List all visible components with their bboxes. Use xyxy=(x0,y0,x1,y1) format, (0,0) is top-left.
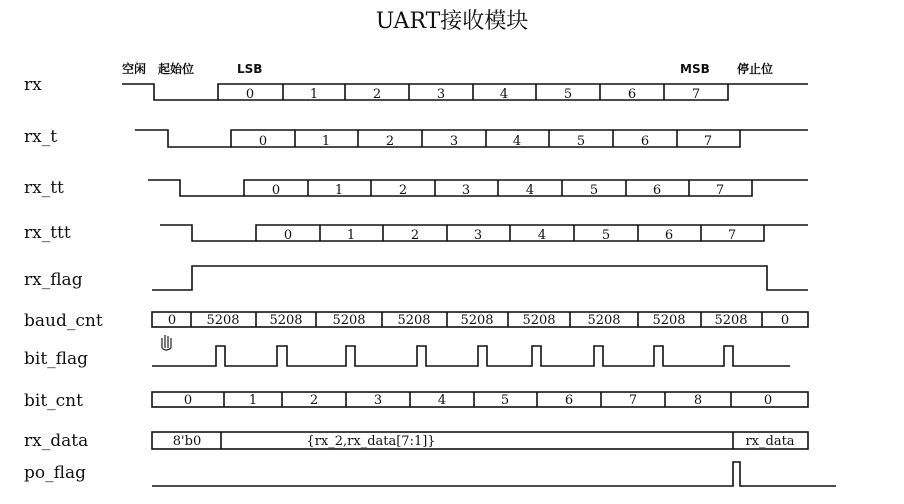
baud-cnt-value-9: 5208 xyxy=(714,313,748,328)
waveform-rx-tt xyxy=(148,180,808,198)
rx-tt-bit-7: 7 xyxy=(715,183,725,198)
baud-cnt-value-3: 5208 xyxy=(332,313,366,328)
rx-ttt-bit-5: 5 xyxy=(601,228,611,243)
hand-pointer-icon xyxy=(162,335,171,350)
baud-cnt-value-8: 5208 xyxy=(652,313,686,328)
bit-cnt-value-5: 5 xyxy=(500,393,510,408)
waveform-rx xyxy=(122,84,808,102)
rx-bit-0: 0 xyxy=(245,87,255,102)
rx-bit-6: 6 xyxy=(627,87,637,102)
bit-cnt-value-3: 3 xyxy=(373,393,383,408)
baud-cnt-value-1: 5208 xyxy=(206,313,240,328)
rx-bit-7: 7 xyxy=(691,87,701,102)
annotation-start-bit: 起始位 xyxy=(158,62,195,76)
label-bit-cnt: bit_cnt xyxy=(24,391,83,411)
rx-tt-bit-5: 5 xyxy=(589,183,599,198)
rx-bit-2: 2 xyxy=(372,87,382,102)
rx-bit-5: 5 xyxy=(563,87,573,102)
bit-cnt-value-0: 0 xyxy=(183,393,193,408)
waveform-po-flag xyxy=(152,462,836,486)
waveform-rx-flag xyxy=(152,266,808,290)
bit-cnt-value-4: 4 xyxy=(437,393,447,408)
waveform-rx-t xyxy=(135,130,808,149)
label-rx-data: rx_data xyxy=(24,431,89,451)
bit-cnt-value-2: 2 xyxy=(309,393,319,408)
rx-t-bit-1: 1 xyxy=(321,134,331,149)
label-po-flag: po_flag xyxy=(24,463,86,483)
rx-ttt-bit-2: 2 xyxy=(410,228,420,243)
rx-t-bit-6: 6 xyxy=(640,134,650,149)
rx-tt-bit-0: 0 xyxy=(271,183,281,198)
bit-cnt-value-1: 1 xyxy=(248,393,258,408)
label-bit-flag: bit_flag xyxy=(24,349,89,369)
rx-t-bit-2: 2 xyxy=(385,134,395,149)
bit-cnt-value-9: 0 xyxy=(763,393,773,408)
label-baud-cnt: baud_cnt xyxy=(24,311,103,331)
diagram-title: UART接收模块 xyxy=(375,9,529,34)
rx-bit-3: 3 xyxy=(436,87,446,102)
waveform-bit-flag xyxy=(152,346,790,366)
baud-cnt-value-10: 0 xyxy=(780,313,790,328)
rx-tt-bit-1: 1 xyxy=(334,183,344,198)
rx-bit-1: 1 xyxy=(309,87,319,102)
baud-cnt-value-2: 5208 xyxy=(269,313,303,328)
rx-ttt-bit-6: 6 xyxy=(664,228,674,243)
label-rx: rx xyxy=(24,75,42,95)
rx-ttt-bit-1: 1 xyxy=(346,228,356,243)
annotation-stop-bit: 停止位 xyxy=(737,62,774,76)
baud-cnt-value-0: 0 xyxy=(167,313,177,328)
label-rx-t: rx_t xyxy=(24,127,58,147)
rx-bit-4: 4 xyxy=(499,87,509,102)
label-rx-tt: rx_tt xyxy=(24,178,64,198)
rx-data-value-2: rx_data xyxy=(745,434,795,449)
label-rx-flag: rx_flag xyxy=(24,270,83,290)
bus-baud-cnt xyxy=(152,312,808,328)
bit-cnt-value-8: 8 xyxy=(693,393,703,408)
rx-ttt-bit-7: 7 xyxy=(727,228,737,243)
rx-tt-bit-6: 6 xyxy=(652,183,662,198)
rx-data-value-0: 8'b0 xyxy=(172,434,202,449)
annotation-idle: 空闲 xyxy=(122,62,147,76)
rx-ttt-bit-3: 3 xyxy=(473,228,483,243)
baud-cnt-value-5: 5208 xyxy=(460,313,494,328)
bus-bit-cnt xyxy=(152,392,808,408)
bus-rx-data xyxy=(152,432,808,449)
rx-t-bit-7: 7 xyxy=(703,134,713,149)
baud-cnt-value-6: 5208 xyxy=(522,313,556,328)
rx-ttt-bit-0: 0 xyxy=(283,228,293,243)
annotation-msb: MSB xyxy=(680,62,710,76)
rx-tt-bit-3: 3 xyxy=(461,183,471,198)
waveform-rx-ttt xyxy=(160,225,808,243)
label-rx-ttt: rx_ttt xyxy=(24,223,71,243)
baud-cnt-value-7: 5208 xyxy=(587,313,621,328)
rx-tt-bit-2: 2 xyxy=(398,183,408,198)
rx-ttt-bit-4: 4 xyxy=(537,228,547,243)
rx-t-bit-4: 4 xyxy=(512,134,522,149)
rx-t-bit-0: 0 xyxy=(258,134,268,149)
rx-data-value-1: {rx_2,rx_data[7:1]} xyxy=(306,434,436,449)
bit-cnt-value-6: 6 xyxy=(564,393,574,408)
rx-t-bit-5: 5 xyxy=(576,134,586,149)
baud-cnt-value-4: 5208 xyxy=(397,313,431,328)
rx-tt-bit-4: 4 xyxy=(525,183,535,198)
annotation-lsb: LSB xyxy=(237,62,263,76)
rx-t-bit-3: 3 xyxy=(449,134,459,149)
bit-cnt-value-7: 7 xyxy=(628,393,638,408)
